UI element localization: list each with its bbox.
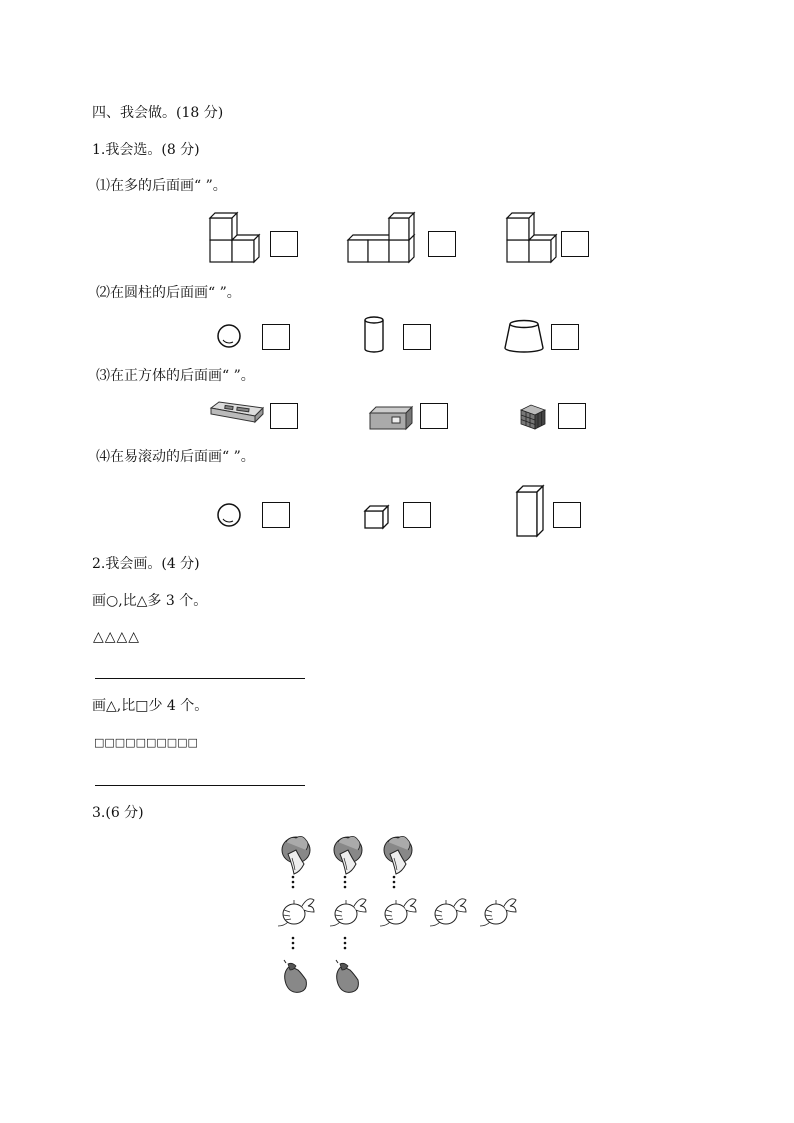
answer-box-1-3[interactable] (561, 231, 589, 257)
cube-stack-figure-a (208, 212, 263, 264)
question-1-title: 1.我会选。(8 分) (92, 142, 200, 158)
cabbage-icon-3 (384, 836, 412, 874)
eggplant-icon-1 (284, 960, 306, 992)
dots-icon (393, 876, 396, 889)
tall-cuboid-figure (515, 484, 545, 538)
radish-icon-4 (430, 899, 466, 926)
answer-box-2-1[interactable] (262, 324, 290, 350)
dots-icon (292, 876, 295, 889)
ball-figure (216, 502, 242, 528)
answer-line-1[interactable] (95, 678, 305, 679)
question-3-title: 3.(6 分) (92, 805, 144, 821)
rectangular-box-figure (368, 405, 414, 431)
sphere-figure (216, 323, 242, 349)
answer-box-4-2[interactable] (403, 502, 431, 528)
answer-box-4-1[interactable] (262, 502, 290, 528)
answer-box-3-1[interactable] (270, 403, 298, 429)
keyboard-toy-figure (209, 400, 265, 424)
radish-icon-2 (330, 899, 366, 926)
answer-box-1-2[interactable] (428, 231, 456, 257)
answer-box-2-3[interactable] (551, 324, 579, 350)
square-row: □□□□□□□□□□ (94, 736, 198, 749)
radish-icon-1 (278, 899, 314, 926)
question-1-sub-3: ⑶在正方体的后面画“ ”。 (96, 368, 255, 384)
answer-box-2-2[interactable] (403, 324, 431, 350)
question-2-instruction-2: 画△,比□少 4 个。 (92, 698, 209, 714)
cabbage-icon-1 (282, 836, 310, 874)
question-2-title: 2.我会画。(4 分) (92, 556, 200, 572)
cube-stack-figure-b (346, 212, 420, 264)
question-1-sub-4: ⑷在易滚动的后面画“ ”。 (96, 449, 255, 465)
answer-box-3-3[interactable] (558, 403, 586, 429)
answer-box-3-2[interactable] (420, 403, 448, 429)
vegetable-pictograph (270, 832, 520, 1000)
eggplant-icon-2 (336, 960, 358, 992)
small-cube-figure (364, 505, 390, 529)
question-2-instruction-1: 画○,比△多 3 个。 (92, 593, 208, 609)
cabbage-icon-2 (334, 836, 362, 874)
radish-icon-3 (380, 899, 416, 926)
answer-box-4-3[interactable] (553, 502, 581, 528)
dots-icon (344, 937, 347, 950)
dots-icon (344, 876, 347, 889)
question-1-sub-2: ⑵在圆柱的后面画“ ”。 (96, 285, 241, 301)
question-1-sub-1: ⑴在多的后面画“ ”。 (96, 178, 227, 194)
cylinder-figure (363, 316, 385, 354)
rubiks-cube-figure (519, 403, 547, 431)
dots-icon (292, 937, 295, 950)
triangle-row: △△△△ (93, 629, 141, 645)
frustum-figure (503, 318, 545, 354)
radish-icon-5 (480, 899, 516, 926)
cube-stack-figure-c (505, 212, 560, 264)
section-title: 四、我会做。(18 分) (92, 105, 224, 121)
answer-line-2[interactable] (95, 785, 305, 786)
answer-box-1-1[interactable] (270, 231, 298, 257)
